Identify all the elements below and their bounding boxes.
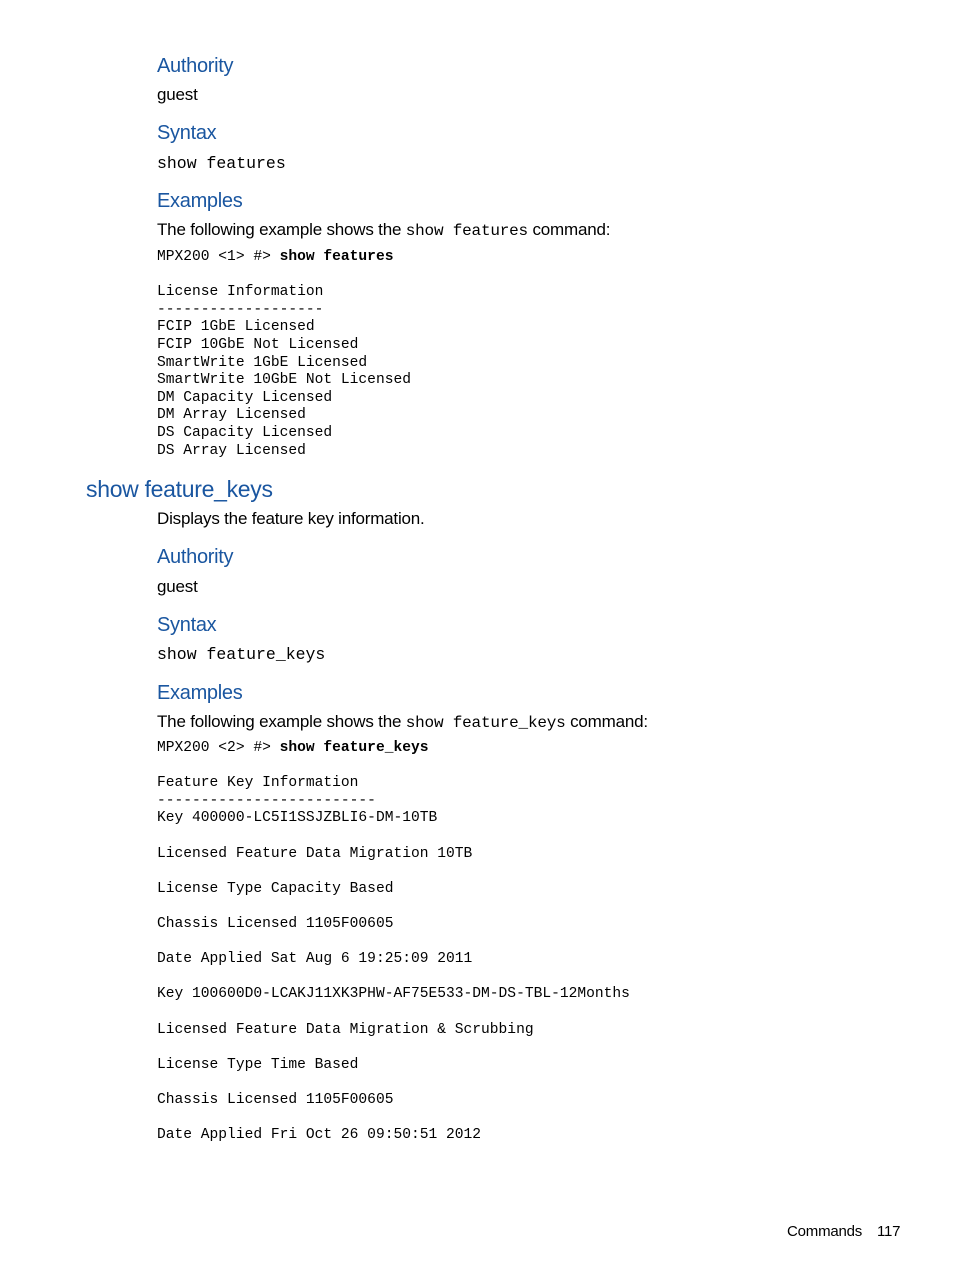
authority-value: guest — [157, 85, 198, 104]
code-command: show feature_keys — [279, 740, 429, 756]
example-intro-text: The following example shows the — [157, 220, 406, 239]
example-intro-text-end: command: — [527, 220, 611, 239]
footer-section-name: Commands — [787, 1223, 863, 1240]
syntax-heading: Syntax — [157, 122, 217, 144]
syntax-value: show feature_keys — [157, 645, 326, 664]
example-intro — [157, 219, 610, 242]
code-output: License Information ------------------- FCIP 1GbE Licensed FCIP 10GbE Not Licensed SmartWrite 1GbE Licensed SmartWrite 10GbE Not Licensed DM Capacity Licensed DM Array Licensed DS Capacity Licensed DS Array Licensed — [157, 284, 411, 459]
code-prompt: MPX200 <1> #> — [157, 249, 280, 265]
code-block — [157, 740, 630, 1145]
example-intro-text: The following example shows the — [157, 712, 406, 731]
page-number: 117 — [877, 1223, 901, 1240]
code-block — [157, 249, 411, 460]
examples-heading: Examples — [157, 682, 243, 704]
authority-value: guest — [157, 577, 198, 596]
authority-heading: Authority — [157, 55, 234, 77]
code-output: Feature Key Information ------------------------- Key 400000-LC5I1SSJZBLI6-DM-10TB Licensed Feature Data Migration 10TB License Type Capacity Based Chassis Licensed 1105F00605 Date Applied Sat Aug 6 19:25:09 2011 Key 100600D0-LCAKJ11XK3PHW-AF75E533-DM-DS-TBL-12Months Licensed Feature Data Migration & Scrubbing License Type Time Based Chassis Licensed 1105F00605 Date Applied Fri Oct 26 09:50:51 2012 — [157, 775, 630, 1144]
syntax-value: show features — [157, 154, 286, 173]
section-title: show feature_keys — [86, 476, 273, 502]
section-description: Displays the feature key information. — [157, 509, 425, 528]
example-intro-code: show feature_keys — [405, 714, 566, 732]
example-intro — [157, 711, 648, 734]
code-command: show features — [279, 249, 394, 265]
code-prompt: MPX200 <2> #> — [157, 740, 280, 756]
examples-heading: Examples — [157, 190, 243, 212]
example-intro-text-end: command: — [565, 712, 648, 731]
syntax-heading: Syntax — [157, 614, 217, 636]
authority-heading: Authority — [157, 546, 234, 568]
example-intro-code: show features — [405, 222, 528, 240]
